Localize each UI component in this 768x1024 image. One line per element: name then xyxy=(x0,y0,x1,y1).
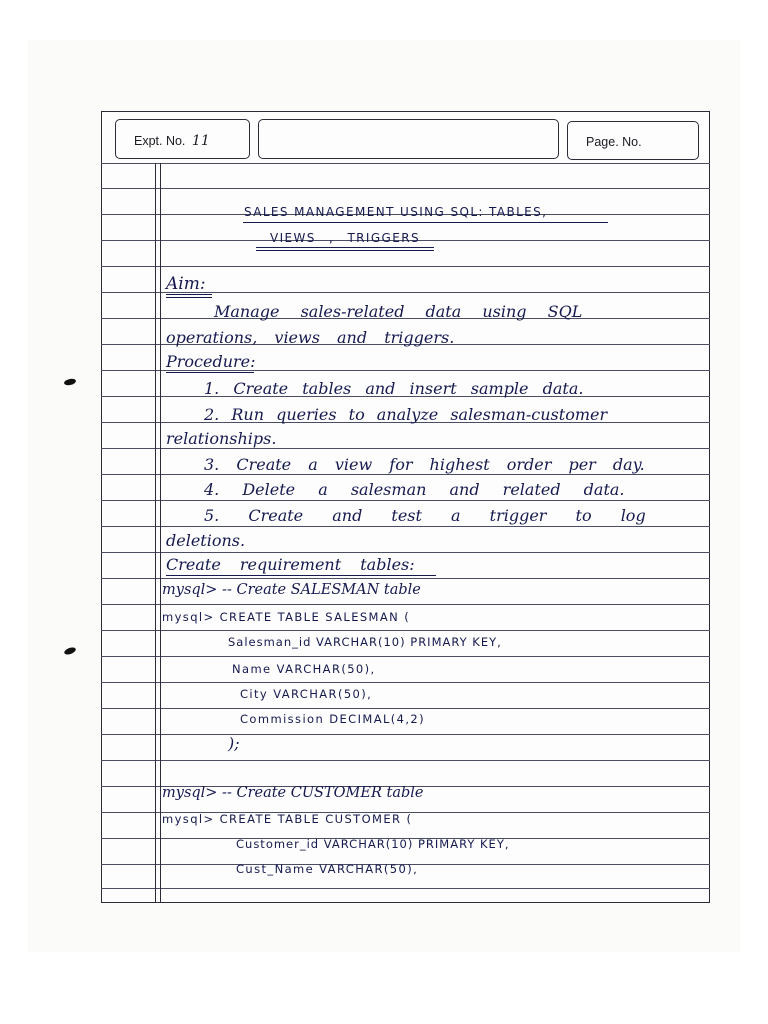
ruled-line xyxy=(101,656,710,657)
page-number-box xyxy=(567,121,699,160)
ruled-line xyxy=(101,760,710,761)
code-line: City VARCHAR(50), xyxy=(240,687,373,701)
ruled-line xyxy=(101,163,710,164)
aim-line-1: Manage sales-related data using SQL xyxy=(214,302,583,321)
procedure-step-2: 2. Run queries to analyze salesman-customer xyxy=(204,405,608,424)
procedure-step-1: 1. Create tables and insert sample data. xyxy=(204,379,584,398)
ruled-line xyxy=(101,578,710,579)
code-line: mysql> -- Create CUSTOMER table xyxy=(162,785,424,801)
code-heading: Create requirement tables: xyxy=(166,555,415,574)
ruled-line xyxy=(101,734,710,735)
heading-underline xyxy=(166,297,212,298)
code-line: Commission DECIMAL(4,2) xyxy=(240,712,426,726)
code-line: Cust_Name VARCHAR(50), xyxy=(236,862,419,876)
procedure-heading: Procedure: xyxy=(166,352,256,371)
heading-underline xyxy=(166,372,254,373)
aim-line-2: operations, views and triggers. xyxy=(166,328,455,347)
ruled-line xyxy=(101,604,710,605)
heading-underline xyxy=(166,294,212,295)
procedure-step-2-cont: relationships. xyxy=(166,429,277,448)
ruled-line xyxy=(101,682,710,683)
title-underline xyxy=(243,222,608,223)
expt-label: Expt. No. xyxy=(134,134,186,148)
ruled-line xyxy=(101,448,710,449)
procedure-step-4: 4. Delete a salesman and related data. xyxy=(204,480,625,499)
aim-heading: Aim: xyxy=(166,274,206,294)
procedure-step-3: 3. Create a view for highest order per day. xyxy=(204,455,645,474)
ruled-line xyxy=(101,630,710,631)
code-line: ); xyxy=(228,734,240,753)
margin-line xyxy=(155,163,156,903)
ruled-line xyxy=(101,474,710,475)
code-line: mysql> CREATE TABLE SALESMAN ( xyxy=(162,610,411,624)
ruled-line xyxy=(101,526,710,527)
code-line: mysql> -- Create SALESMAN table xyxy=(162,582,421,598)
ruled-line xyxy=(101,266,710,267)
procedure-step-5: 5. Create and test a trigger to log xyxy=(204,506,646,525)
experiment-title-box xyxy=(258,119,559,159)
experiment-number-box xyxy=(115,119,250,159)
code-line: Name VARCHAR(50), xyxy=(232,662,376,676)
ruled-line xyxy=(101,708,710,709)
ruled-line xyxy=(101,188,710,189)
ruled-line xyxy=(101,552,710,553)
margin-line xyxy=(160,163,161,903)
code-line: Customer_id VARCHAR(10) PRIMARY KEY, xyxy=(236,837,510,851)
code-line: mysql> CREATE TABLE CUSTOMER ( xyxy=(162,812,413,826)
procedure-step-5-cont: deletions. xyxy=(166,531,246,550)
title-line-1: SALES MANAGEMENT USING SQL: TABLES, xyxy=(244,205,548,219)
title-underline xyxy=(256,247,434,248)
title-underline xyxy=(256,250,434,251)
code-line: Salesman_id VARCHAR(10) PRIMARY KEY, xyxy=(228,635,502,649)
expt-number: 11 xyxy=(191,133,210,149)
ruled-line xyxy=(101,888,710,889)
page-label: Page. No. xyxy=(586,135,642,149)
title-line-2: VIEWS , TRIGGERS xyxy=(270,231,420,245)
ruled-line xyxy=(101,500,710,501)
heading-underline xyxy=(166,575,436,576)
